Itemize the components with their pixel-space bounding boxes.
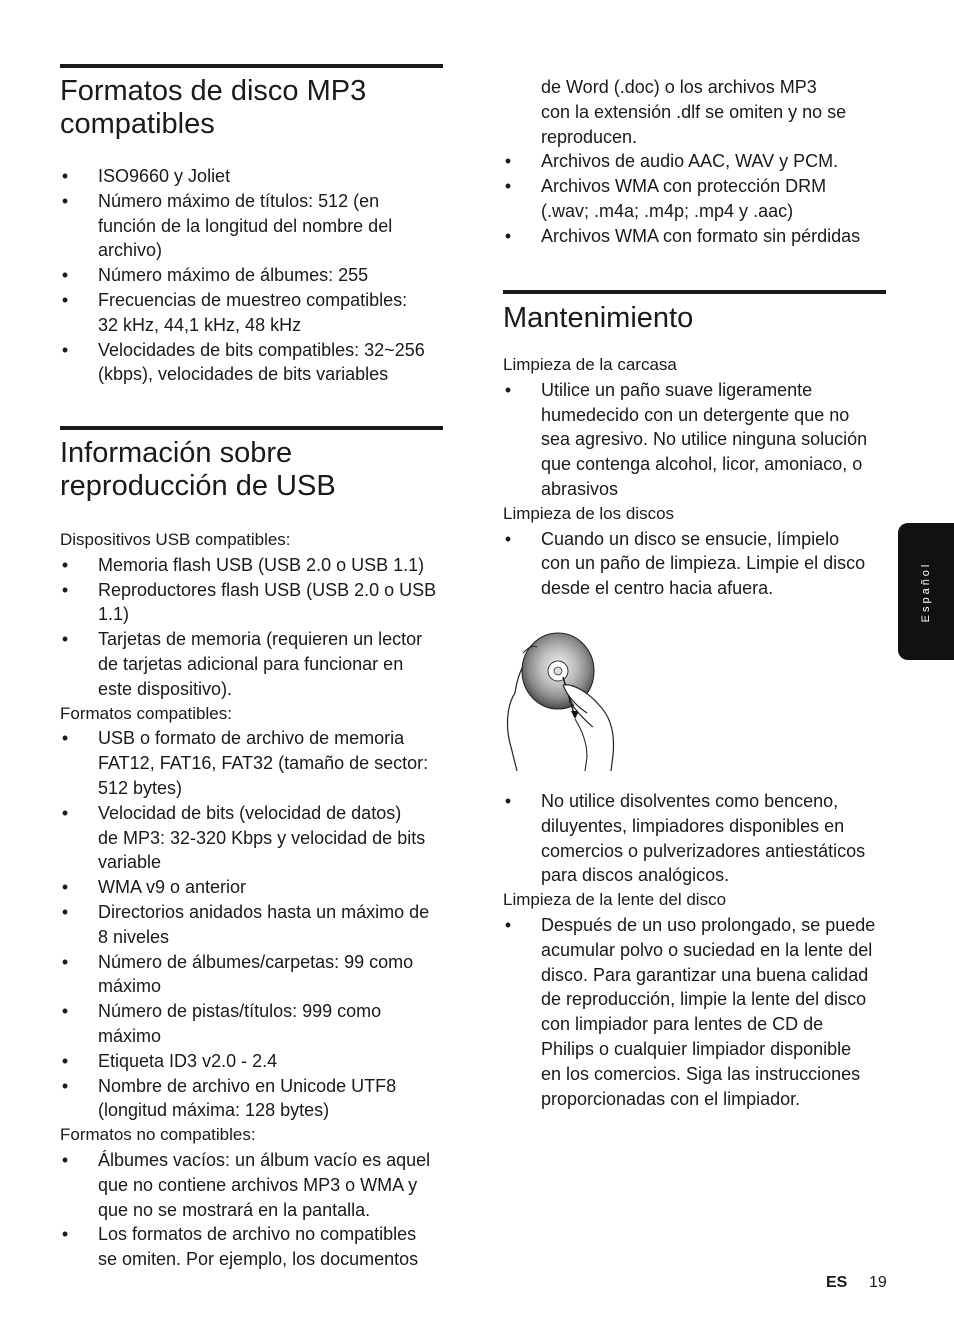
bullet-icon: • (61, 554, 69, 575)
list-item-line: Archivos de audio AAC, WAV y PCM. (541, 151, 839, 172)
bullet-icon: • (61, 877, 69, 898)
section-title: Mantenimiento (503, 302, 694, 334)
list-item-line: en los comercios. Siga las instrucciones (541, 1063, 861, 1084)
list-item-line: abrasivos (541, 478, 619, 499)
list-item-line: que no se mostrará en la pantalla. (98, 1199, 371, 1220)
list-item-line: se omiten. Por ejemplo, los documentos (98, 1249, 419, 1270)
list-item (60, 1049, 444, 1074)
bullet-icon: • (61, 579, 69, 600)
bullet-icon: • (61, 265, 69, 286)
section-title (60, 437, 444, 503)
bullet-icon: • (504, 176, 512, 197)
list-item (60, 164, 444, 189)
list-item-line: con la extensión .dlf se omiten y no se (541, 101, 847, 122)
section-usb-playback (60, 426, 444, 1272)
bullet-icon: • (61, 289, 69, 310)
disc-cleaning-illustration (503, 623, 617, 773)
disc-cleaning-list (503, 527, 887, 601)
section-title-line: compatibles (60, 108, 215, 140)
list-item-line: reproducen. (541, 126, 638, 147)
bullet-icon: • (61, 901, 69, 922)
list-item-line: WMA v9 o anterior (98, 877, 247, 898)
unsupported-formats-heading: Formatos no compatibles: (60, 1125, 256, 1145)
language-side-tab (898, 523, 954, 660)
lens-cleaning-heading: Limpieza de la lente del disco (503, 890, 727, 910)
bullet-icon: • (61, 629, 69, 650)
list-item-line: proporcionadas con el limpiador. (541, 1088, 801, 1109)
usb-devices-heading: Dispositivos USB compatibles: (60, 530, 291, 549)
list-item-line: Frecuencias de muestreo compatibles: (98, 289, 408, 310)
footer-language-code: ES (826, 1274, 848, 1291)
section-rule (60, 426, 443, 430)
list-item-line: con limpiador para lentes de CD de (541, 1014, 824, 1035)
section-title-line: Formatos de disco MP3 (60, 75, 367, 107)
section-mp3-formats (60, 64, 444, 387)
list-item (60, 1074, 444, 1124)
list-item-line: (longitud máxima: 128 bytes) (98, 1100, 330, 1121)
list-item-line: Número máximo de álbumes: 255 (98, 265, 369, 286)
list-item-line: máximo (98, 1025, 162, 1046)
list-item (60, 288, 444, 338)
list-item-line: Número máximo de títulos: 512 (en (98, 190, 380, 211)
list-item (60, 999, 444, 1049)
list-item (60, 553, 444, 578)
bullet-icon: • (504, 791, 512, 811)
list-item (503, 174, 887, 224)
bullet-icon: • (504, 151, 512, 172)
bullet-icon: • (504, 528, 512, 549)
list-item-line: Álbumes vacíos: un álbum vacío es aquel (98, 1149, 431, 1170)
bullet-icon: • (61, 802, 69, 823)
list-item-line: que no contiene archivos MP3 o WMA y (98, 1174, 418, 1195)
list-item-line: Después de un uso prolongado, se puede (541, 914, 876, 935)
list-item-line: de tarjetas adicional para funcionar en (98, 653, 404, 674)
list-item-line: No utilice disolventes como benceno, (541, 791, 839, 811)
bullet-icon: • (61, 951, 69, 972)
list-item (503, 224, 887, 249)
list-item (503, 913, 887, 1111)
list-item-line: variable (98, 852, 162, 873)
list-item (60, 578, 444, 628)
list-item-line: Cuando un disco se ensucie, límpielo (541, 528, 840, 549)
list-item (60, 263, 444, 288)
list-item-line: máximo (98, 976, 162, 997)
list-item (60, 1222, 444, 1272)
bullet-icon: • (61, 166, 69, 186)
list-item-line: que contenga alcohol, licor, amoniaco, o (541, 454, 863, 475)
list-item-line: de MP3: 32-320 Kbps y velocidad de bits (98, 827, 426, 848)
list-item-line: USB o formato de archivo de memoria (98, 728, 405, 749)
mp3-format-list (60, 164, 444, 387)
list-item-line: Número de pistas/títulos: 999 como (98, 1001, 382, 1022)
list-item-line: sea agresivo. No utilice ninguna solución (541, 429, 868, 450)
list-item-line: humedecido con un detergente que no (541, 404, 850, 425)
list-item-line: Número de álbumes/carpetas: 99 como (98, 951, 414, 972)
list-item-line: de Word (.doc) o los archivos MP3 (541, 77, 817, 97)
bullet-icon: • (61, 1224, 69, 1245)
list-item (60, 726, 444, 800)
list-item (60, 338, 444, 388)
bullet-icon: • (61, 728, 69, 749)
list-item (503, 149, 887, 174)
list-item (60, 875, 444, 900)
list-item-line: acumular polvo o suciedad en la lente del (541, 939, 873, 960)
list-item-line: ISO9660 y Joliet (98, 166, 231, 186)
usb-formats-heading: Formatos compatibles: (60, 703, 232, 723)
disc-warnings (503, 789, 887, 1111)
solvent-warning-list (503, 789, 887, 888)
section-rule (60, 64, 443, 68)
list-item (60, 801, 444, 875)
list-item-line: (.wav; .m4a; .m4p; .mp4 y .aac) (541, 200, 794, 221)
list-item-line: 1.1) (98, 604, 130, 625)
list-item-line: Etiqueta ID3 v2.0 - 2.4 (98, 1050, 278, 1071)
list-item-line: Utilice un paño suave ligeramente (541, 379, 813, 400)
list-item-line: Archivos WMA con formato sin pérdidas (541, 225, 861, 246)
bullet-icon: • (61, 339, 69, 360)
list-item-line: Velocidades de bits compatibles: 32~256 (98, 339, 425, 360)
list-item (60, 627, 444, 701)
section-title-line: Información sobre (60, 437, 293, 469)
list-item-line: este dispositivo). (98, 678, 233, 699)
continuation-list (503, 75, 887, 149)
list-item-line: función de la longitud del nombre del (98, 215, 393, 236)
case-cleaning-heading: Limpieza de la carcasa (503, 355, 677, 374)
list-item-line: diluyentes, limpiadores disponibles en (541, 815, 845, 836)
section-title-line: reproducción de USB (60, 470, 336, 502)
list-item-line: con un paño de limpieza. Limpie el disco (541, 553, 866, 574)
section-title (60, 75, 444, 141)
list-item-line: disco. Para garantizar una buena calidad (541, 964, 869, 985)
list-item-line: Philips o cualquier limpiador disponible (541, 1038, 852, 1059)
bullet-icon: • (61, 1001, 69, 1022)
list-item-line: Nombre de archivo en Unicode UTF8 (98, 1075, 397, 1096)
list-item (503, 75, 887, 149)
list-item-line: desde el centro hacia afuera. (541, 578, 774, 599)
list-item-line: 32 kHz, 44,1 kHz, 48 kHz (98, 314, 302, 335)
list-item-line: 512 bytes) (98, 777, 183, 798)
list-item-line: Reproductores flash USB (USB 2.0 o USB (98, 579, 437, 600)
list-item-line: (kbps), velocidades de bits variables (98, 364, 389, 385)
list-item-line: comercios o pulverizadores antiestáticos (541, 840, 866, 861)
bullet-icon: • (61, 190, 69, 211)
unsupported-continuation (503, 75, 887, 249)
list-item (60, 189, 444, 263)
bullet-icon: • (504, 914, 512, 935)
list-item (503, 378, 887, 502)
language-label: Español (920, 561, 932, 622)
unsupported-more-list (503, 149, 887, 248)
page-number: 19 (869, 1274, 887, 1291)
list-item-line: Directorios anidados hasta un máximo de (98, 901, 430, 922)
disc-cleaning-heading: Limpieza de los discos (503, 503, 675, 523)
list-item-line: Tarjetas de memoria (requieren un lector (98, 629, 423, 650)
usb-devices-list (60, 553, 444, 702)
list-item-line: Los formatos de archivo no compatibles (98, 1224, 417, 1245)
bullet-icon: • (61, 1050, 69, 1071)
list-item-line: para discos analógicos. (541, 865, 730, 886)
list-item-line: de reproducción, limpie la lente del disco (541, 989, 867, 1010)
section-maintenance (503, 290, 887, 601)
bullet-icon: • (504, 225, 512, 246)
list-item-line: FAT12, FAT16, FAT32 (tamaño de sector: (98, 753, 429, 774)
usb-formats-list (60, 726, 444, 1123)
list-item-line: Archivos WMA con protección DRM (541, 176, 827, 197)
section-rule (503, 290, 886, 294)
bullet-icon: • (61, 1149, 69, 1170)
case-cleaning-list (503, 378, 887, 502)
lens-cleaning-list (503, 913, 887, 1111)
bullet-icon: • (504, 379, 512, 400)
list-item-line: archivo) (98, 240, 163, 261)
list-item (503, 527, 887, 601)
list-item (60, 900, 444, 950)
bullet-icon: • (61, 1075, 69, 1096)
list-item (60, 950, 444, 1000)
unsupported-formats-list (60, 1148, 444, 1272)
list-item (503, 789, 887, 888)
list-item (60, 1148, 444, 1222)
list-item-line: 8 niveles (98, 926, 170, 947)
list-item-line: Velocidad de bits (velocidad de datos) (98, 802, 402, 823)
list-item-line: Memoria flash USB (USB 2.0 o USB 1.1) (98, 554, 425, 575)
